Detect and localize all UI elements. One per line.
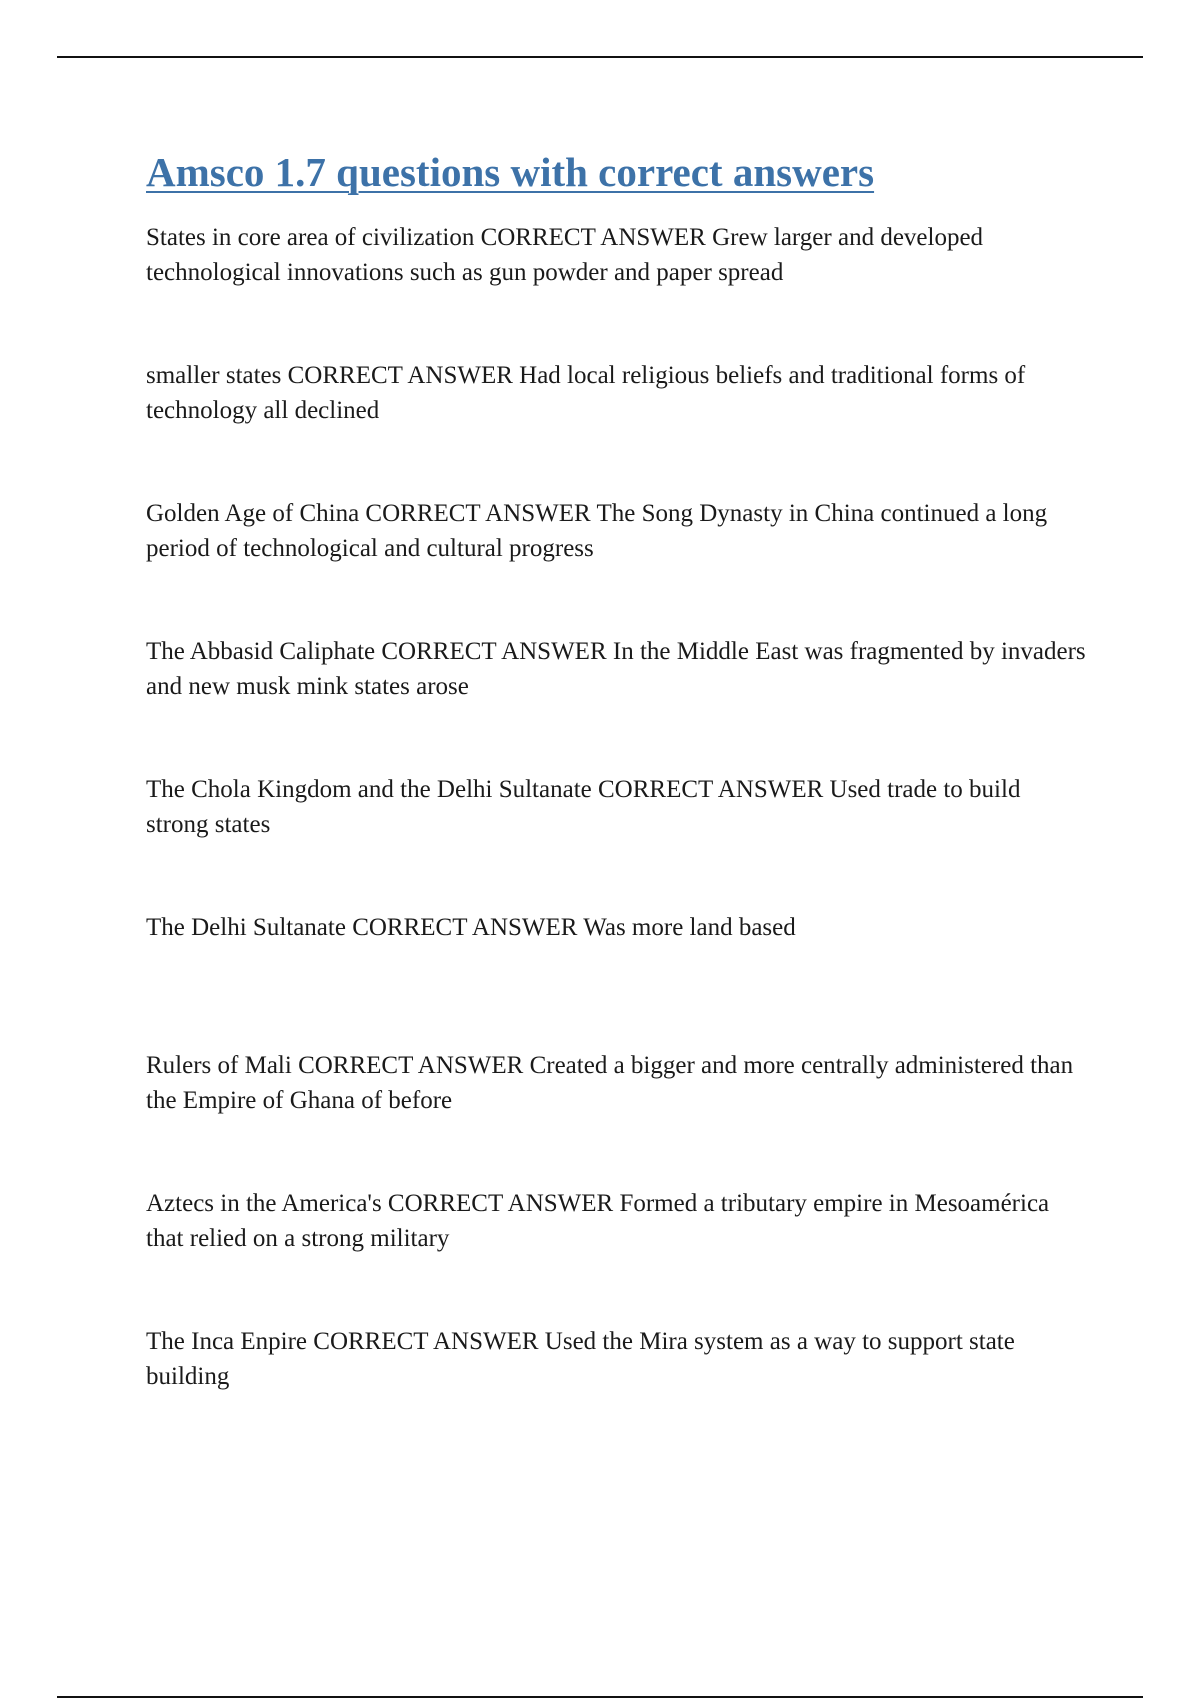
- bottom-divider: [57, 1696, 1143, 1698]
- qa-item: States in core area of civilization CORRECT ANSWER Grew larger and developed technological innovations such as gun powder and paper spread: [146, 224, 984, 286]
- qa-item: The Abbasid Caliphate CORRECT ANSWER In the Middle East was fragmented by invaders and new musk mink states arose: [146, 638, 1086, 700]
- qa-item: Golden Age of China CORRECT ANSWER The Song Dynasty in China continued a long period of technological and cultural progress: [146, 500, 1048, 562]
- qa-item: The Inca Enpire CORRECT ANSWER Used the Mira system as a way to support state building: [146, 1328, 1015, 1390]
- qa-item: smaller states CORRECT ANSWER Had local religious beliefs and traditional forms of technology all declined: [146, 362, 1026, 424]
- qa-item: Aztecs in the America's CORRECT ANSWER Formed a tributary empire in Mesoamérica that relied on a strong military: [146, 1190, 1050, 1252]
- top-divider: [57, 56, 1143, 58]
- qa-item: The Delhi Sultanate CORRECT ANSWER Was more land based: [146, 914, 796, 941]
- document-title: Amsco 1.7 questions with correct answers: [146, 149, 875, 195]
- qa-item: Rulers of Mali CORRECT ANSWER Created a bigger and more centrally administered than the Empire of Ghana of before: [146, 1052, 1074, 1114]
- qa-list: [146, 220, 1086, 1427]
- document-page: [146, 146, 1086, 1462]
- qa-item: The Chola Kingdom and the Delhi Sultanate CORRECT ANSWER Used trade to build strong states: [146, 776, 1021, 838]
